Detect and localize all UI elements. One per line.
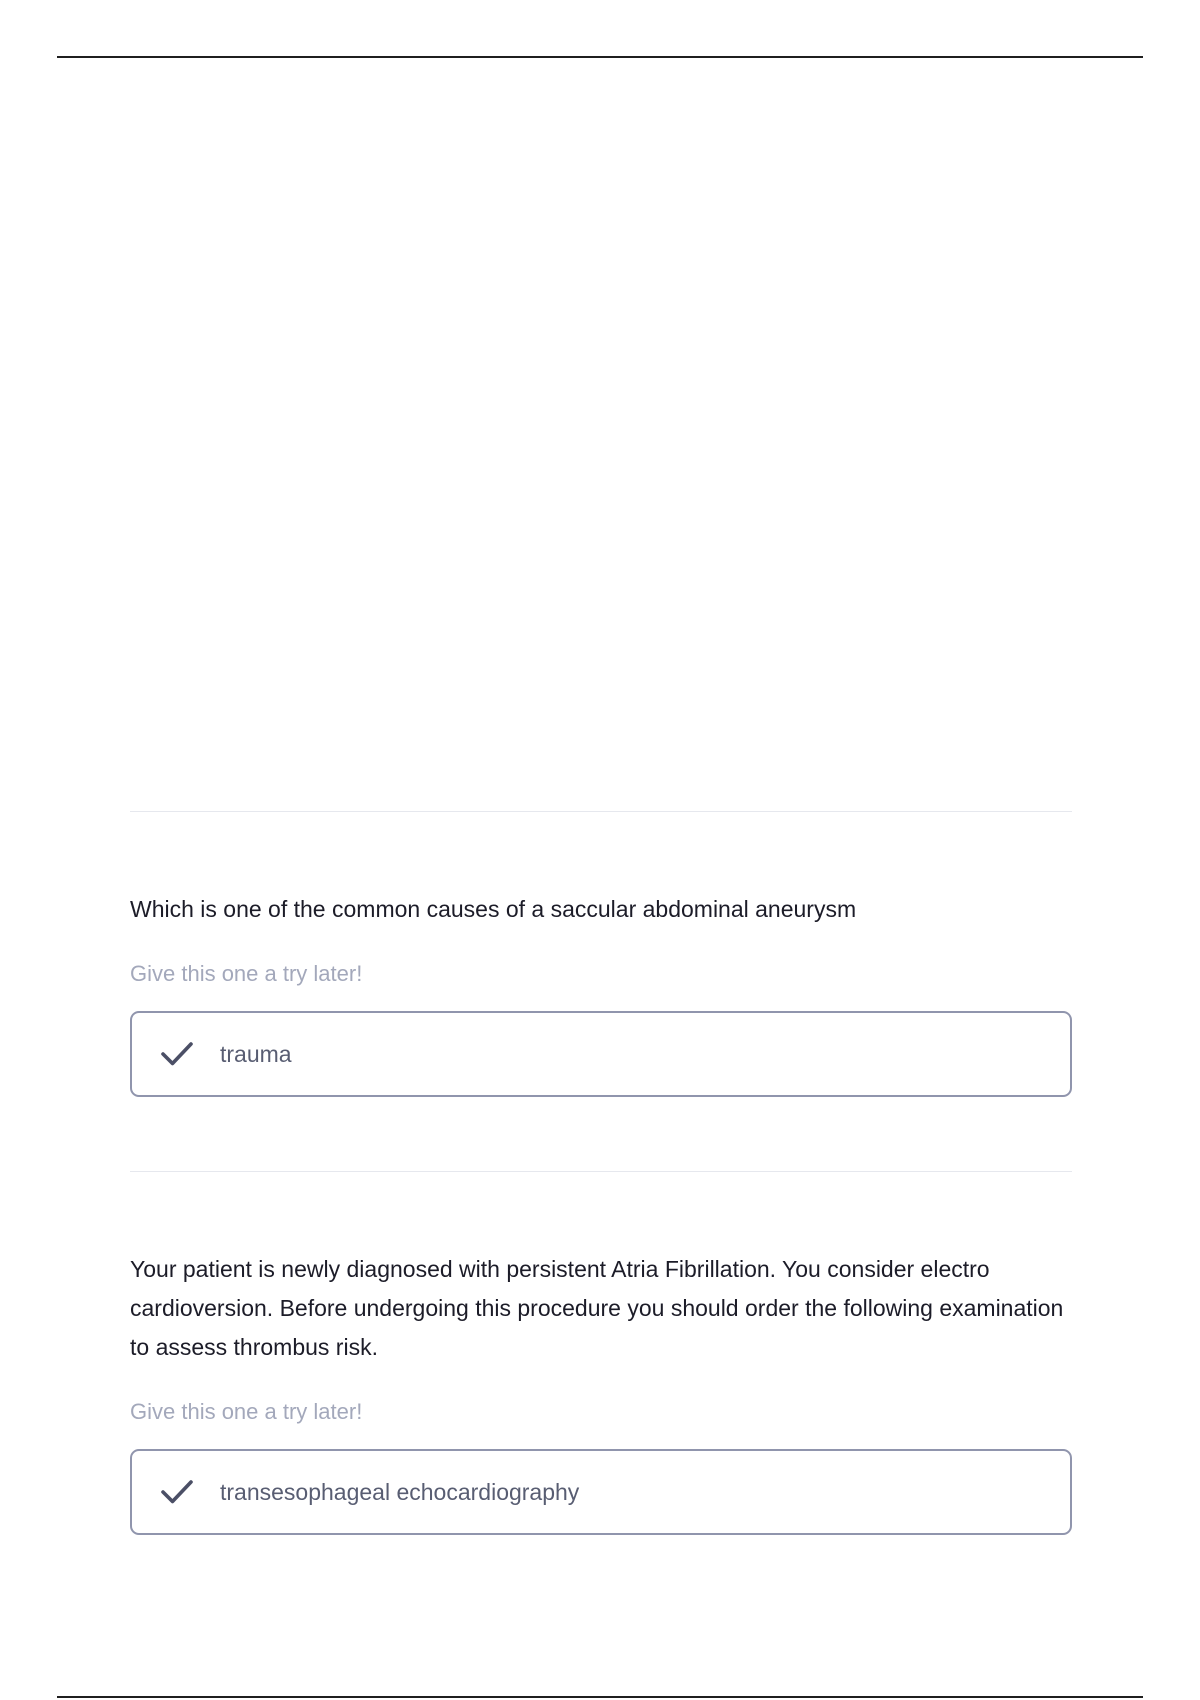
answer-option[interactable] xyxy=(130,1011,1072,1097)
answer-text: transesophageal echocardiography xyxy=(220,1478,580,1505)
question-text: Your patient is newly diagnosed with persistent Atria Fibrillation. You consider electro cardioversion. Before undergoing this procedure you should order the following examination to assess thrombus risk. xyxy=(130,1256,1064,1360)
try-later-hint: Give this one a try later! xyxy=(130,1399,363,1424)
flashcard-list xyxy=(130,811,1072,1609)
try-later-hint: Give this one a try later! xyxy=(130,961,363,986)
answer-text: trauma xyxy=(220,1040,292,1067)
check-icon xyxy=(160,1040,194,1068)
question-card-1 xyxy=(130,812,1072,1171)
question-card-2 xyxy=(130,1172,1072,1609)
answer-option[interactable] xyxy=(130,1449,1072,1535)
check-icon xyxy=(160,1478,194,1506)
page-top-rule xyxy=(57,56,1143,58)
question-text: Which is one of the common causes of a saccular abdominal aneurysm xyxy=(130,896,857,922)
page-bottom-rule xyxy=(57,1696,1143,1698)
